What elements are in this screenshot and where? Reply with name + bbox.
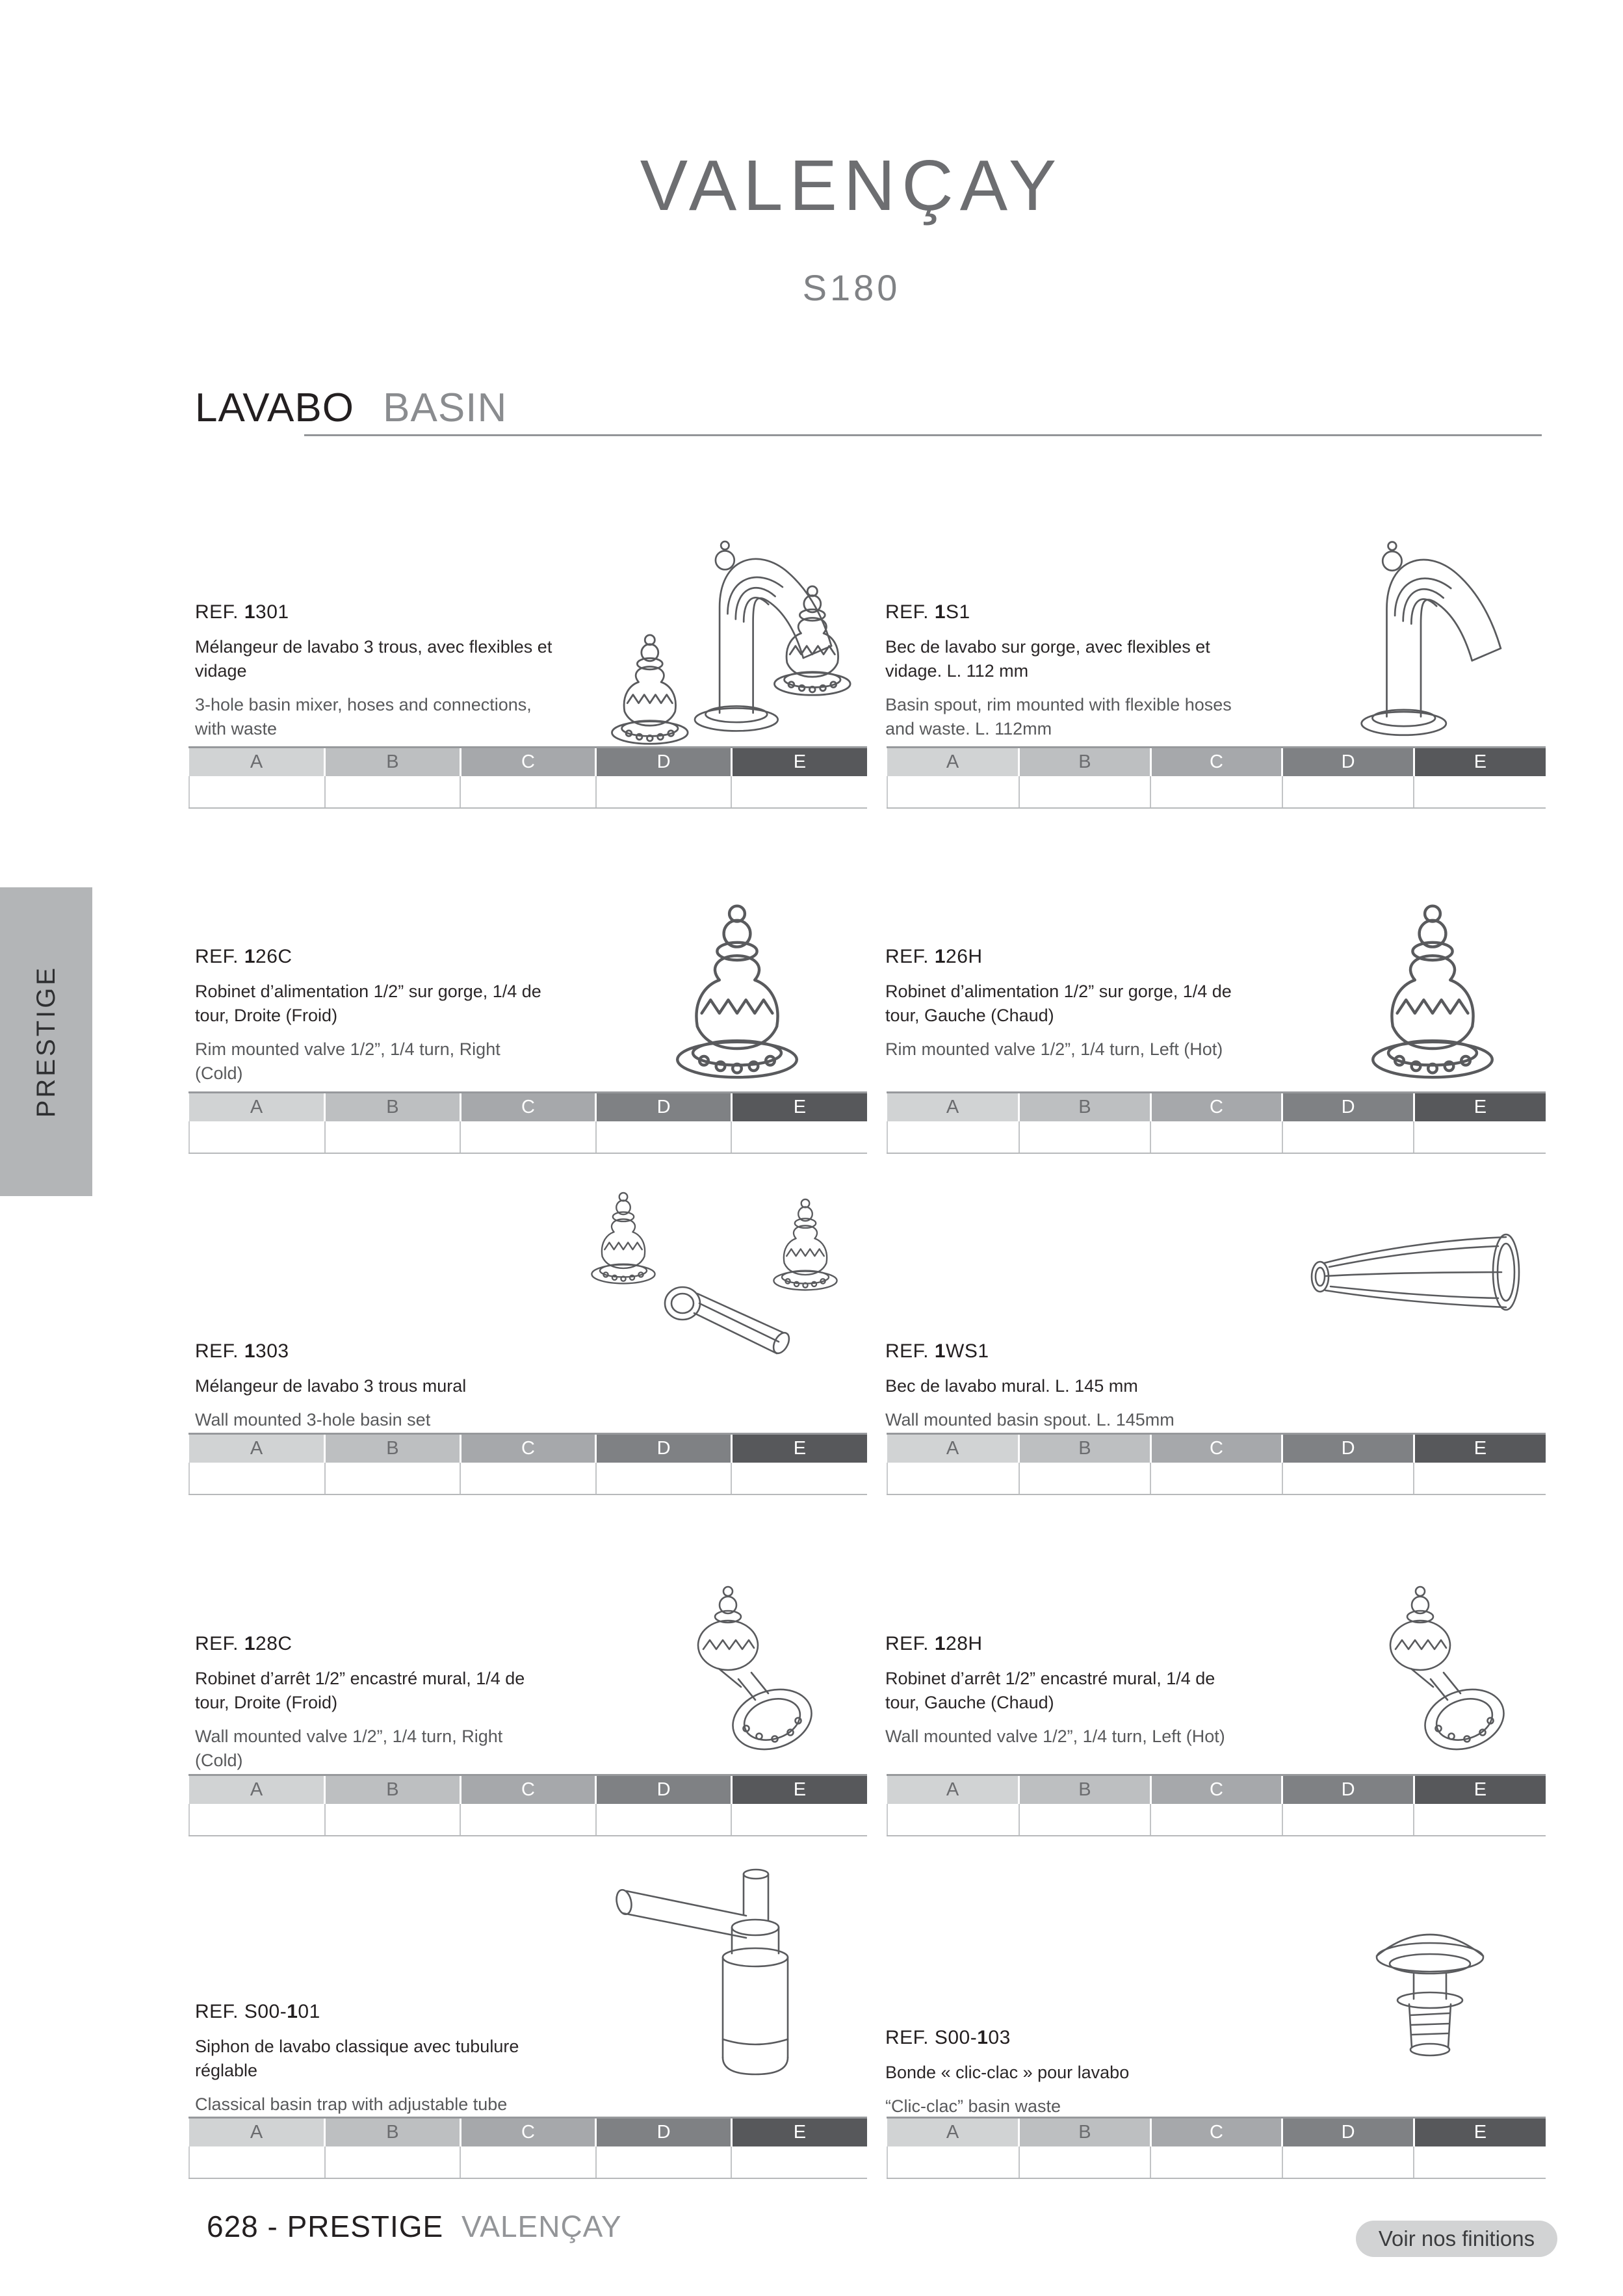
price-cell xyxy=(460,1463,596,1494)
grade-col-d: D xyxy=(1282,1776,1414,1804)
grade-table xyxy=(887,2117,1546,2179)
clic-clac-basin-waste-illustration xyxy=(1352,1901,1514,2077)
price-cell xyxy=(887,1463,1019,1494)
price-cell xyxy=(887,2146,1019,2178)
grade-col-d: D xyxy=(1282,1435,1414,1463)
grade-col-d: D xyxy=(596,1435,732,1463)
finishes-button[interactable]: Voir nos finitions xyxy=(1356,2221,1557,2257)
ref-finish-digit: 1 xyxy=(244,1633,256,1654)
heading-rule xyxy=(304,434,1542,436)
price-cell xyxy=(1414,1804,1546,1836)
price-cell xyxy=(731,1804,867,1836)
price-cell xyxy=(1282,1463,1414,1494)
price-cell xyxy=(1150,1463,1282,1494)
product-ref xyxy=(885,601,1243,623)
price-cell xyxy=(1282,776,1414,808)
rim-valve-drawing xyxy=(663,887,812,1082)
grade-col-c: C xyxy=(460,748,596,776)
product-card xyxy=(885,1340,1243,1432)
grade-col-b: B xyxy=(1019,748,1151,776)
price-cell xyxy=(1414,2146,1546,2178)
grade-col-a: A xyxy=(189,1093,325,1121)
grade-col-d: D xyxy=(1282,1093,1414,1121)
grade-col-a: A xyxy=(887,748,1019,776)
product-card xyxy=(885,1633,1243,1749)
grade-col-b: B xyxy=(325,2119,461,2146)
product-ref xyxy=(195,2001,552,2023)
wall-valve-drawing xyxy=(1355,1583,1518,1768)
grade-col-e: E xyxy=(1414,1093,1546,1121)
ref-rest: WS1 xyxy=(946,1340,989,1362)
grade-col-b: B xyxy=(325,1435,461,1463)
product-card xyxy=(195,946,552,1086)
product-description-en: Wall mounted valve 1/2”, 1/4 turn, Right (Cold) xyxy=(195,1727,503,1770)
grade-col-a: A xyxy=(189,2119,325,2146)
price-cell xyxy=(1282,2146,1414,2178)
grade-table xyxy=(887,746,1546,809)
grade-col-a: A xyxy=(189,748,325,776)
rim-valve-drawing xyxy=(1358,887,1508,1082)
price-cell xyxy=(1019,1121,1151,1153)
price-cell xyxy=(887,1804,1019,1836)
rim-mounted-valve-illustration xyxy=(663,887,812,1082)
product-ref xyxy=(195,601,552,623)
section-heading xyxy=(195,385,507,431)
product-description-en: Wall mounted basin spout. L. 145mm xyxy=(885,1410,1175,1429)
ref-prefix: REF. xyxy=(195,1633,244,1654)
price-cell xyxy=(596,776,732,808)
wall-mounted-basin-spout-illustration xyxy=(1277,1199,1537,1349)
series-code: S180 xyxy=(802,267,901,308)
price-cell xyxy=(596,1121,732,1153)
price-cell xyxy=(1414,1121,1546,1153)
wall-valve-drawing xyxy=(663,1583,825,1768)
grade-col-d: D xyxy=(596,748,732,776)
price-cell xyxy=(189,1463,325,1494)
ref-finish-digit: 1 xyxy=(934,1340,946,1362)
grade-col-e: E xyxy=(1414,2119,1546,2146)
grade-col-b: B xyxy=(325,748,461,776)
ref-rest: 28H xyxy=(946,1633,983,1654)
ref-rest: 01 xyxy=(298,2001,320,2022)
price-cell xyxy=(325,2146,461,2178)
grade-table xyxy=(188,1433,867,1495)
grade-col-d: D xyxy=(596,2119,732,2146)
price-cell xyxy=(1019,1804,1151,1836)
grade-col-c: C xyxy=(460,1093,596,1121)
price-cell xyxy=(1019,2146,1151,2178)
price-cell xyxy=(1150,776,1282,808)
grade-col-e: E xyxy=(1414,1435,1546,1463)
grade-col-c: C xyxy=(460,1776,596,1804)
ref-prefix: REF. xyxy=(885,601,935,623)
price-cell xyxy=(596,2146,732,2178)
grade-col-d: D xyxy=(1282,748,1414,776)
price-cell xyxy=(887,776,1019,808)
ref-finish-digit: 1 xyxy=(244,1340,256,1362)
price-cell xyxy=(189,2146,325,2178)
product-description-fr: Robinet d’arrêt 1/2” encastré mural, 1/4 de tour, Droite (Froid) xyxy=(195,1669,525,1712)
product-ref xyxy=(885,1340,1243,1363)
basin-waste-drawing xyxy=(1352,1901,1514,2077)
price-cell xyxy=(731,1463,867,1494)
grade-col-c: C xyxy=(1150,748,1282,776)
product-description-en: Rim mounted valve 1/2”, 1/4 turn, Right (Cold) xyxy=(195,1039,500,1083)
ref-prefix: REF. S00- xyxy=(195,2001,287,2022)
product-description-fr: Bec de lavabo mural. L. 145 mm xyxy=(885,1376,1138,1396)
ref-prefix: REF. xyxy=(885,1633,935,1654)
price-cell xyxy=(596,1463,732,1494)
price-cell xyxy=(1019,776,1151,808)
grade-col-c: C xyxy=(1150,1776,1282,1804)
grade-table xyxy=(887,1433,1546,1495)
product-description-en: Wall mounted valve 1/2”, 1/4 turn, Left (Hot) xyxy=(885,1727,1225,1746)
grade-col-e: E xyxy=(1414,1776,1546,1804)
grade-col-a: A xyxy=(887,1776,1019,1804)
ref-prefix: REF. xyxy=(195,601,244,623)
page-title: VALENÇAY xyxy=(640,146,1063,226)
grade-col-c: C xyxy=(460,1435,596,1463)
grade-table xyxy=(188,1091,867,1154)
ref-prefix: REF. xyxy=(885,1340,935,1362)
product-card xyxy=(195,601,552,741)
product-description-en: Classical basin trap with adjustable tube xyxy=(195,2094,508,2114)
three-hole-basin-mixer-drawing xyxy=(598,504,864,748)
product-description-fr: Siphon de lavabo classique avec tubulure réglable xyxy=(195,2037,519,2080)
product-card xyxy=(195,2001,552,2117)
price-cell xyxy=(731,2146,867,2178)
ref-finish-digit: 1 xyxy=(934,946,946,967)
grade-col-e: E xyxy=(731,748,867,776)
ref-rest: 28C xyxy=(255,1633,292,1654)
product-card xyxy=(885,946,1243,1062)
price-cell xyxy=(1019,1463,1151,1494)
grade-table xyxy=(887,1091,1546,1154)
price-cell xyxy=(887,1121,1019,1153)
grade-col-c: C xyxy=(1150,2119,1282,2146)
grade-col-a: A xyxy=(887,1435,1019,1463)
wall-mounted-three-hole-set-illustration xyxy=(585,1183,845,1372)
grade-col-b: B xyxy=(1019,1093,1151,1121)
product-ref xyxy=(885,2027,1243,2049)
product-card xyxy=(195,1340,552,1432)
ref-finish-digit: 1 xyxy=(977,2027,989,2048)
wall-mounted-valve-illustration xyxy=(663,1583,825,1768)
product-description-fr: Robinet d’alimentation 1/2” sur gorge, 1/4 de tour, Gauche (Chaud) xyxy=(885,982,1232,1025)
ref-prefix: REF. xyxy=(195,946,244,967)
price-cell xyxy=(1150,2146,1282,2178)
ref-finish-digit: 1 xyxy=(244,946,256,967)
footer-page-label: 628 - PRESTIGE xyxy=(207,2210,444,2243)
price-cell xyxy=(460,1804,596,1836)
price-cell xyxy=(189,1121,325,1153)
footer-series-label: VALENÇAY xyxy=(461,2210,622,2243)
grade-col-b: B xyxy=(1019,2119,1151,2146)
grade-col-d: D xyxy=(596,1093,732,1121)
product-description-fr: Bonde « clic-clac » pour lavabo xyxy=(885,2063,1130,2082)
grade-table xyxy=(188,746,867,809)
product-description-en: “Clic-clac” basin waste xyxy=(885,2096,1061,2116)
grade-col-d: D xyxy=(1282,2119,1414,2146)
ref-rest: S1 xyxy=(946,601,970,623)
product-card xyxy=(195,1633,552,1773)
grade-col-e: E xyxy=(731,1435,867,1463)
section-title-fr: LAVABO xyxy=(195,385,354,430)
price-cell xyxy=(460,2146,596,2178)
ref-finish-digit: 1 xyxy=(934,601,946,623)
sidebar-tab-label: PRESTIGE xyxy=(31,965,60,1118)
grade-col-b: B xyxy=(325,1093,461,1121)
product-description-en: Basin spout, rim mounted with flexible hoses and waste. L. 112mm xyxy=(885,695,1232,738)
product-card xyxy=(885,2027,1243,2119)
product-description-fr: Bec de lavabo sur gorge, avec flexibles et vidage. L. 112 mm xyxy=(885,637,1210,681)
grade-col-c: C xyxy=(460,2119,596,2146)
price-cell xyxy=(189,776,325,808)
page-footer xyxy=(207,2209,622,2244)
grade-col-e: E xyxy=(731,1093,867,1121)
rim-mounted-basin-spout-illustration xyxy=(1319,507,1540,741)
price-cell xyxy=(189,1804,325,1836)
grade-table xyxy=(188,1774,867,1836)
ref-rest: 26H xyxy=(946,946,983,967)
ref-finish-digit: 1 xyxy=(934,1633,946,1654)
price-cell xyxy=(596,1804,732,1836)
price-cell xyxy=(1150,1121,1282,1153)
product-ref xyxy=(885,1633,1243,1655)
grade-col-e: E xyxy=(731,1776,867,1804)
grade-col-d: D xyxy=(596,1776,732,1804)
product-ref xyxy=(195,946,552,968)
price-cell xyxy=(1282,1804,1414,1836)
section-title-en: BASIN xyxy=(383,385,508,430)
product-description-en: Wall mounted 3-hole basin set xyxy=(195,1410,431,1429)
product-description-fr: Mélangeur de lavabo 3 trous mural xyxy=(195,1376,467,1396)
grade-col-e: E xyxy=(731,2119,867,2146)
price-cell xyxy=(731,1121,867,1153)
product-ref xyxy=(195,1633,552,1655)
grade-col-e: E xyxy=(1414,748,1546,776)
price-cell xyxy=(325,1121,461,1153)
grade-col-a: A xyxy=(887,1093,1019,1121)
price-cell xyxy=(1150,1804,1282,1836)
basin-trap-drawing xyxy=(604,1862,819,2096)
ref-finish-digit: 1 xyxy=(244,601,256,623)
grade-col-b: B xyxy=(1019,1435,1151,1463)
price-cell xyxy=(325,1463,461,1494)
product-ref xyxy=(885,946,1243,968)
sidebar-tab-prestige xyxy=(0,887,92,1196)
ref-prefix: REF. xyxy=(885,946,935,967)
product-description-fr: Mélangeur de lavabo 3 trous, avec flexibles et vidage xyxy=(195,637,552,681)
three-hole-basin-mixer-illustration xyxy=(598,504,864,748)
wall-set-drawing xyxy=(585,1183,845,1372)
price-cell xyxy=(325,776,461,808)
product-description-fr: Robinet d’arrêt 1/2” encastré mural, 1/4 de tour, Gauche (Chaud) xyxy=(885,1669,1215,1712)
price-cell xyxy=(1414,776,1546,808)
basin-spout-drawing xyxy=(1319,507,1540,741)
price-cell xyxy=(731,776,867,808)
grade-table xyxy=(887,1774,1546,1836)
rim-mounted-valve-illustration xyxy=(1358,887,1508,1082)
ref-prefix: REF. xyxy=(195,1340,244,1362)
product-card xyxy=(885,601,1243,741)
grade-col-b: B xyxy=(1019,1776,1151,1804)
price-cell xyxy=(1414,1463,1546,1494)
product-ref xyxy=(195,1340,552,1363)
grade-col-a: A xyxy=(887,2119,1019,2146)
ref-rest: 301 xyxy=(255,601,289,623)
ref-prefix: REF. S00- xyxy=(885,2027,978,2048)
grade-col-a: A xyxy=(189,1776,325,1804)
product-description-en: Rim mounted valve 1/2”, 1/4 turn, Left (Hot) xyxy=(885,1039,1223,1059)
ref-finish-digit: 1 xyxy=(287,2001,298,2022)
grade-table xyxy=(188,2117,867,2179)
price-cell xyxy=(1282,1121,1414,1153)
grade-col-a: A xyxy=(189,1435,325,1463)
wall-mounted-valve-illustration xyxy=(1355,1583,1518,1768)
grade-col-b: B xyxy=(325,1776,461,1804)
grade-col-c: C xyxy=(1150,1093,1282,1121)
wall-spout-drawing xyxy=(1277,1199,1537,1349)
ref-rest: 26C xyxy=(255,946,292,967)
ref-rest: 303 xyxy=(255,1340,289,1362)
grade-col-c: C xyxy=(1150,1435,1282,1463)
product-description-fr: Robinet d’alimentation 1/2” sur gorge, 1/4 de tour, Droite (Froid) xyxy=(195,982,541,1025)
product-description-en: 3-hole basin mixer, hoses and connections, with waste xyxy=(195,695,532,738)
price-cell xyxy=(325,1804,461,1836)
price-cell xyxy=(460,1121,596,1153)
classical-basin-trap-illustration xyxy=(604,1862,819,2096)
price-cell xyxy=(460,776,596,808)
ref-rest: 03 xyxy=(988,2027,1011,2048)
